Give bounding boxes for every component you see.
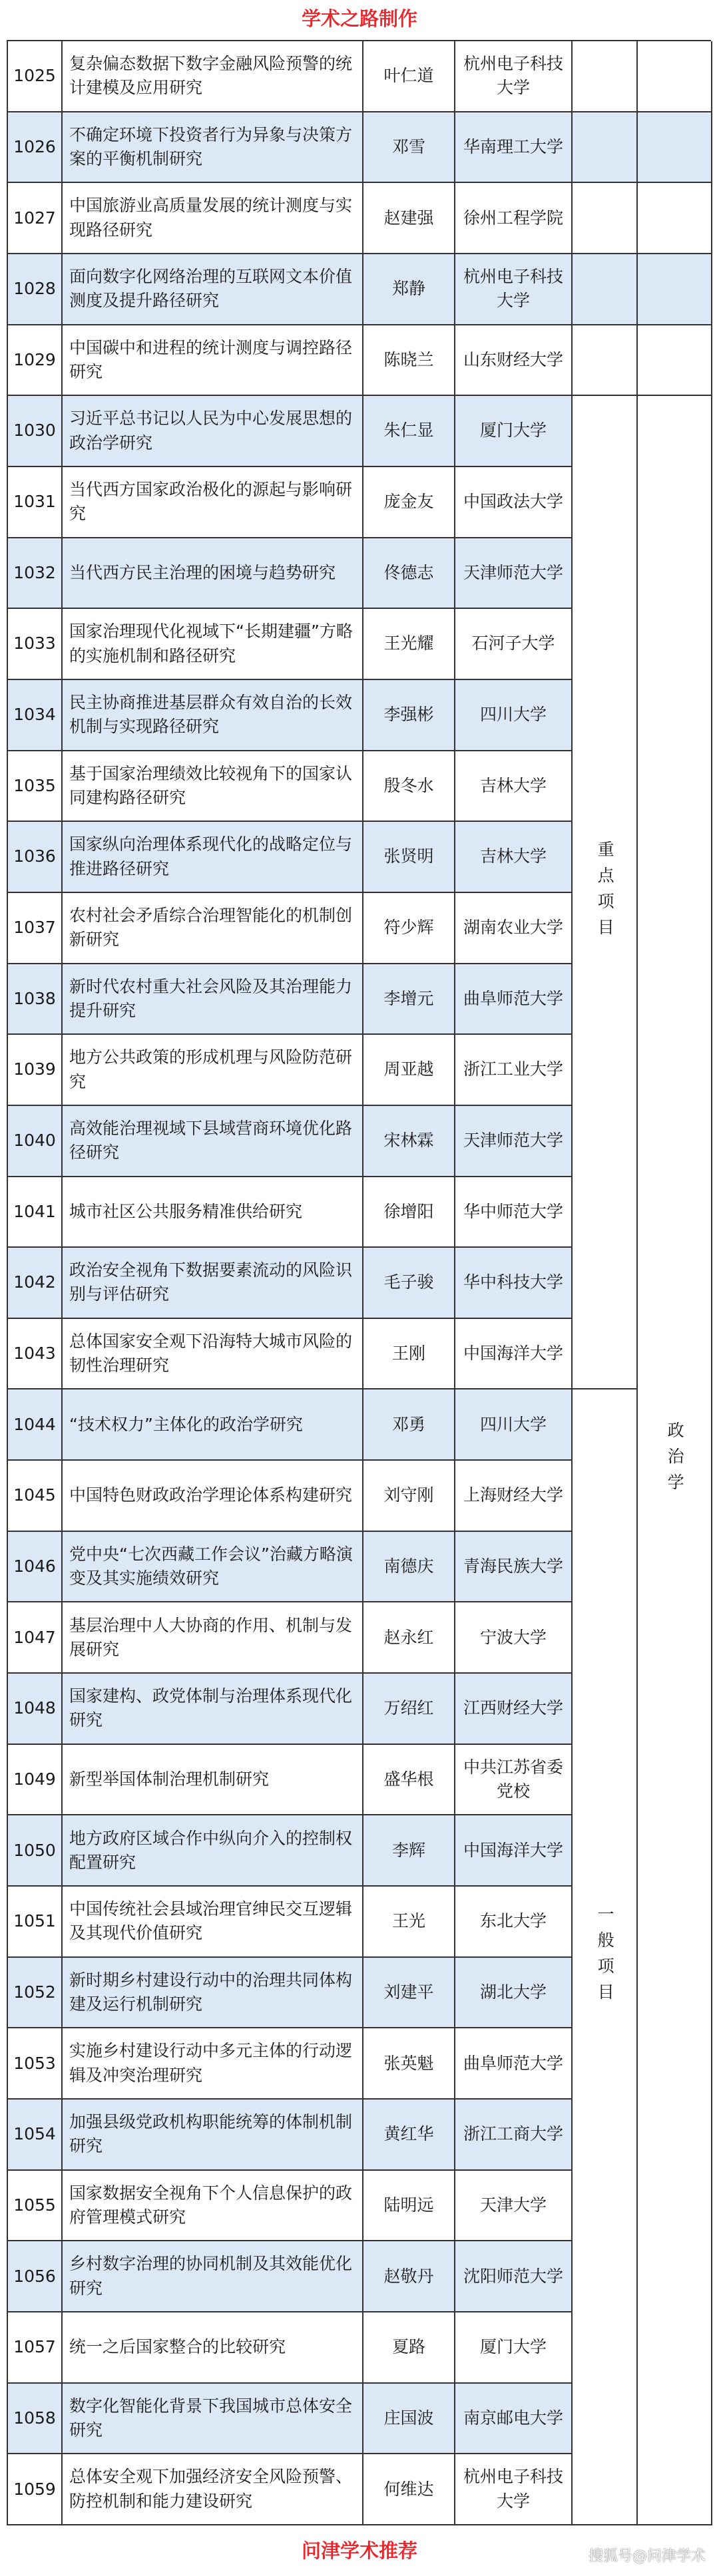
row-number: 1038 bbox=[8, 964, 63, 1035]
project-title: 当代西方民主治理的困境与趋势研究 bbox=[63, 538, 363, 610]
row-number: 1059 bbox=[8, 2454, 63, 2525]
project-org: 山东财经大学 bbox=[455, 325, 573, 397]
project-title: 国家纵向治理体系现代化的战略定位与推进路径研究 bbox=[63, 822, 363, 893]
row-number: 1045 bbox=[8, 1461, 63, 1532]
row-number: 1031 bbox=[8, 467, 63, 538]
project-title: 民主协商推进基层群众有效自治的长效机制与实现路径研究 bbox=[63, 680, 363, 751]
project-title: 国家治理现代化视域下“长期建疆”方略的实施机制和路径研究 bbox=[63, 609, 363, 680]
empty-cell bbox=[573, 254, 638, 325]
project-org: 中国海洋大学 bbox=[455, 1815, 573, 1887]
footer-title: 问津学术推荐 bbox=[301, 2539, 417, 2562]
project-title: 国家建构、政党体制与治理体系现代化研究 bbox=[63, 1674, 363, 1745]
project-title: 中国碳中和进程的统计测度与调控路径研究 bbox=[63, 325, 363, 397]
row-number: 1025 bbox=[8, 41, 63, 112]
empty-cell bbox=[638, 254, 712, 325]
project-leader: 邓勇 bbox=[363, 1389, 455, 1461]
project-leader: 李强彬 bbox=[363, 680, 455, 751]
row-number: 1030 bbox=[8, 396, 63, 467]
project-org: 石河子大学 bbox=[455, 609, 573, 680]
row-number: 1050 bbox=[8, 1815, 63, 1887]
project-org: 厦门大学 bbox=[455, 396, 573, 467]
project-org: 曲阜师范大学 bbox=[455, 2028, 573, 2100]
project-leader: 赵建强 bbox=[363, 183, 455, 254]
project-title: 总体安全观下加强经济安全风险预警、防控机制和能力建设研究 bbox=[63, 2454, 363, 2525]
project-leader: 赵敬丹 bbox=[363, 2241, 455, 2312]
row-number: 1033 bbox=[8, 609, 63, 680]
project-leader: 邓雪 bbox=[363, 112, 455, 184]
project-leader: 何维达 bbox=[363, 2454, 455, 2525]
project-org: 四川大学 bbox=[455, 1389, 573, 1461]
project-leader: 夏路 bbox=[363, 2312, 455, 2384]
empty-cell bbox=[573, 112, 638, 184]
project-title: 新型举国体制治理机制研究 bbox=[63, 1745, 363, 1816]
project-org: 中共江苏省委党校 bbox=[455, 1745, 573, 1816]
project-leader: 朱仁显 bbox=[363, 396, 455, 467]
project-title: 新时期乡村建设行动中的治理共同体构建及运行机制研究 bbox=[63, 1958, 363, 2029]
project-org: 沈阳师范大学 bbox=[455, 2241, 573, 2312]
project-leader: 王光 bbox=[363, 1887, 455, 1958]
project-title: 习近平总书记以人民为中心发展思想的政治学研究 bbox=[63, 396, 363, 467]
project-leader: 叶仁道 bbox=[363, 41, 455, 112]
project-table bbox=[7, 40, 711, 2525]
project-leader: 陈晓兰 bbox=[363, 325, 455, 397]
project-title: 当代西方国家政治极化的源起与影响研究 bbox=[63, 467, 363, 538]
project-title: 复杂偏态数据下数字金融风险预警的统计建模及应用研究 bbox=[63, 41, 363, 112]
project-org: 华中科技大学 bbox=[455, 1248, 573, 1319]
project-org: 浙江工业大学 bbox=[455, 1035, 573, 1106]
watermark: 搜狐号@问津学术 bbox=[588, 2548, 706, 2565]
project-title: 地方政府区域合作中纵向介入的控制权配置研究 bbox=[63, 1815, 363, 1887]
project-title: 中国旅游业高质量发展的统计测度与实现路径研究 bbox=[63, 183, 363, 254]
project-leader: 毛子骏 bbox=[363, 1248, 455, 1319]
project-title: 中国传统社会县域治理官绅民交互逻辑及其现代价值研究 bbox=[63, 1887, 363, 1958]
project-leader: 盛华根 bbox=[363, 1745, 455, 1816]
empty-cell bbox=[573, 41, 638, 112]
row-number: 1035 bbox=[8, 751, 63, 823]
project-leader: 陆明远 bbox=[363, 2171, 455, 2242]
empty-cell bbox=[573, 183, 638, 254]
row-number: 1054 bbox=[8, 2100, 63, 2171]
project-org: 四川大学 bbox=[455, 680, 573, 751]
project-org: 上海财经大学 bbox=[455, 1461, 573, 1532]
project-org: 湖南农业大学 bbox=[455, 893, 573, 964]
project-org: 吉林大学 bbox=[455, 822, 573, 893]
project-leader: 庞金友 bbox=[363, 467, 455, 538]
row-number: 1055 bbox=[8, 2171, 63, 2242]
project-leader: 张英魁 bbox=[363, 2028, 455, 2100]
row-number: 1027 bbox=[8, 183, 63, 254]
project-org: 厦门大学 bbox=[455, 2312, 573, 2384]
empty-cell bbox=[638, 112, 712, 184]
project-leader: 南德庆 bbox=[363, 1532, 455, 1603]
row-number: 1046 bbox=[8, 1532, 63, 1603]
empty-cell bbox=[573, 325, 638, 397]
row-number: 1043 bbox=[8, 1319, 63, 1390]
project-leader: 王光耀 bbox=[363, 609, 455, 680]
project-title: 总体国家安全观下沿海特大城市风险的韧性治理研究 bbox=[63, 1319, 363, 1390]
row-number: 1044 bbox=[8, 1389, 63, 1461]
project-leader: 李增元 bbox=[363, 964, 455, 1035]
project-title: 农村社会矛盾综合治理智能化的机制创新研究 bbox=[63, 893, 363, 964]
project-org: 东北大学 bbox=[455, 1887, 573, 1958]
project-leader: 郑静 bbox=[363, 254, 455, 325]
project-leader: 殷冬水 bbox=[363, 751, 455, 823]
project-leader: 赵永红 bbox=[363, 1602, 455, 1674]
row-number: 1032 bbox=[8, 538, 63, 610]
row-number: 1051 bbox=[8, 1887, 63, 1958]
project-org: 浙江工商大学 bbox=[455, 2100, 573, 2171]
project-org: 南京邮电大学 bbox=[455, 2384, 573, 2455]
project-leader: 符少辉 bbox=[363, 893, 455, 964]
project-title: 国家数据安全视角下个人信息保护的政府管理模式研究 bbox=[63, 2171, 363, 2242]
project-title: 高效能治理视域下县域营商环境优化路径研究 bbox=[63, 1106, 363, 1177]
project-org: 徐州工程学院 bbox=[455, 183, 573, 254]
row-number: 1040 bbox=[8, 1106, 63, 1177]
project-org: 天津师范大学 bbox=[455, 538, 573, 610]
project-title: 乡村数字治理的协同机制及其效能优化研究 bbox=[63, 2241, 363, 2312]
project-org: 中国政法大学 bbox=[455, 467, 573, 538]
row-number: 1037 bbox=[8, 893, 63, 964]
project-leader: 万绍红 bbox=[363, 1674, 455, 1745]
row-number: 1049 bbox=[8, 1745, 63, 1816]
project-title: 中国特色财政政治学理论体系构建研究 bbox=[63, 1461, 363, 1532]
project-org: 曲阜师范大学 bbox=[455, 964, 573, 1035]
project-title: 城市社区公共服务精准供给研究 bbox=[63, 1177, 363, 1248]
row-number: 1029 bbox=[8, 325, 63, 397]
empty-cell bbox=[638, 183, 712, 254]
row-number: 1057 bbox=[8, 2312, 63, 2384]
project-org: 天津大学 bbox=[455, 2171, 573, 2242]
project-title: 基层治理中人大协商的作用、机制与发展研究 bbox=[63, 1602, 363, 1674]
project-title: 政治安全视角下数据要素流动的风险识别与评估研究 bbox=[63, 1248, 363, 1319]
project-title: 不确定环境下投资者行为异象与决策方案的平衡机制研究 bbox=[63, 112, 363, 184]
project-org: 杭州电子科技大学 bbox=[455, 2454, 573, 2525]
project-leader: 佟德志 bbox=[363, 538, 455, 610]
project-org: 中国海洋大学 bbox=[455, 1319, 573, 1390]
row-number: 1053 bbox=[8, 2028, 63, 2100]
project-leader: 李辉 bbox=[363, 1815, 455, 1887]
project-org: 杭州电子科技大学 bbox=[455, 41, 573, 112]
row-number: 1058 bbox=[8, 2384, 63, 2455]
project-leader: 王刚 bbox=[363, 1319, 455, 1390]
project-org: 华南理工大学 bbox=[455, 112, 573, 184]
row-number: 1026 bbox=[8, 112, 63, 184]
project-leader: 周亚越 bbox=[363, 1035, 455, 1106]
project-leader: 黄红华 bbox=[363, 2100, 455, 2171]
project-title: 实施乡村建设行动中多元主体的行动逻辑及冲突治理研究 bbox=[63, 2028, 363, 2100]
row-number: 1056 bbox=[8, 2241, 63, 2312]
project-org: 湖北大学 bbox=[455, 1958, 573, 2029]
row-number: 1039 bbox=[8, 1035, 63, 1106]
row-number: 1042 bbox=[8, 1248, 63, 1319]
field-cell: 政治学 bbox=[638, 396, 712, 2525]
project-leader: 徐增阳 bbox=[363, 1177, 455, 1248]
category-cell: 重点项目 bbox=[573, 396, 638, 1389]
project-org: 杭州电子科技大学 bbox=[455, 254, 573, 325]
row-number: 1028 bbox=[8, 254, 63, 325]
row-number: 1041 bbox=[8, 1177, 63, 1248]
project-title: 数字化智能化背景下我国城市总体安全研究 bbox=[63, 2384, 363, 2455]
project-leader: 庄国波 bbox=[363, 2384, 455, 2455]
project-org: 青海民族大学 bbox=[455, 1532, 573, 1603]
project-title: 面向数字化网络治理的互联网文本价值测度及提升路径研究 bbox=[63, 254, 363, 325]
row-number: 1048 bbox=[8, 1674, 63, 1745]
project-leader: 刘守刚 bbox=[363, 1461, 455, 1532]
category-cell: 一般项目 bbox=[573, 1389, 638, 2525]
empty-cell bbox=[638, 41, 712, 112]
project-title: 基于国家治理绩效比较视角下的国家认同建构路径研究 bbox=[63, 751, 363, 823]
project-org: 天津师范大学 bbox=[455, 1106, 573, 1177]
project-title: 党中央“七次西藏工作会议”治藏方略演变及其实施绩效研究 bbox=[63, 1532, 363, 1603]
project-org: 宁波大学 bbox=[455, 1602, 573, 1674]
project-title: 地方公共政策的形成机理与风险防范研究 bbox=[63, 1035, 363, 1106]
row-number: 1052 bbox=[8, 1958, 63, 2029]
header-title: 学术之路制作 bbox=[301, 7, 417, 30]
project-leader: 张贤明 bbox=[363, 822, 455, 893]
row-number: 1034 bbox=[8, 680, 63, 751]
row-number: 1036 bbox=[8, 822, 63, 893]
project-org: 吉林大学 bbox=[455, 751, 573, 823]
project-title: “技术权力”主体化的政治学研究 bbox=[63, 1389, 363, 1461]
project-title: 加强县级党政机构职能统筹的体制机制研究 bbox=[63, 2100, 363, 2171]
empty-cell bbox=[638, 325, 712, 397]
project-org: 华中师范大学 bbox=[455, 1177, 573, 1248]
project-title: 统一之后国家整合的比较研究 bbox=[63, 2312, 363, 2384]
project-org: 江西财经大学 bbox=[455, 1674, 573, 1745]
project-leader: 宋林霖 bbox=[363, 1106, 455, 1177]
project-leader: 刘建平 bbox=[363, 1958, 455, 2029]
project-title: 新时代农村重大社会风险及其治理能力提升研究 bbox=[63, 964, 363, 1035]
row-number: 1047 bbox=[8, 1602, 63, 1674]
